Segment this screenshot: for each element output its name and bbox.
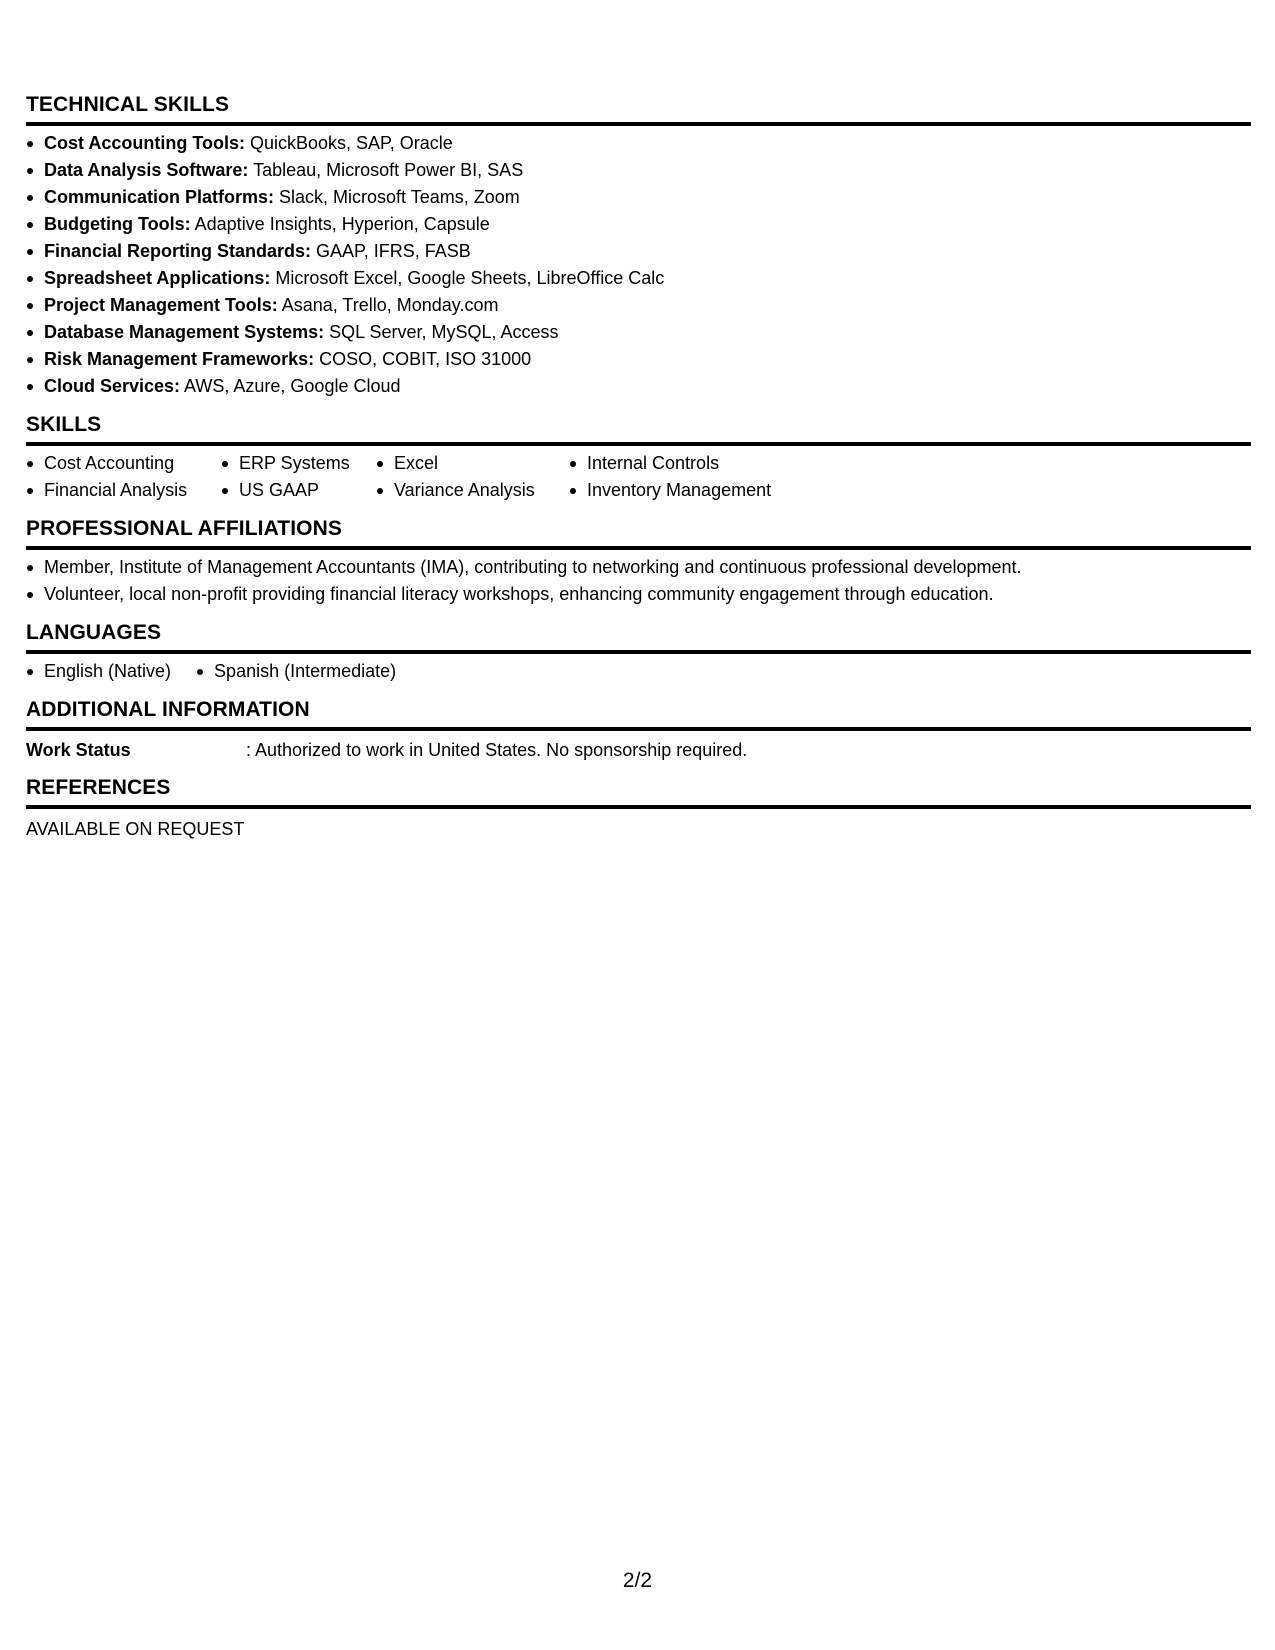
list-item: Member, Institute of Management Accountants (IMA), contributing to networking and continuous professional development. — [26, 554, 1251, 581]
list-item — [26, 184, 1251, 211]
languages-section — [26, 620, 1251, 685]
section-title: LANGUAGES — [26, 620, 1251, 654]
item-value: SQL Server, MySQL, Access — [324, 322, 559, 342]
section-title: REFERENCES — [26, 775, 1251, 809]
skill-item: ERP Systems — [221, 450, 376, 477]
skill-item: Cost Accounting — [26, 450, 221, 477]
item-label: Spreadsheet Applications: — [44, 268, 271, 288]
technical-skills-list — [26, 130, 1251, 400]
section-title: SKILLS — [26, 412, 1251, 446]
skill-item: Financial Analysis — [26, 477, 221, 504]
section-title: ADDITIONAL INFORMATION — [26, 697, 1251, 731]
skill-item: Variance Analysis — [376, 477, 569, 504]
references-section — [26, 775, 1251, 842]
item-label: Risk Management Frameworks: — [44, 349, 315, 369]
item-value: COSO, COBIT, ISO 31000 — [314, 349, 532, 369]
item-value: Asana, Trello, Monday.com — [277, 295, 499, 315]
item-value: Adaptive Insights, Hyperion, Capsule — [190, 214, 490, 234]
list-item: Volunteer, local non-profit providing financial literacy workshops, enhancing community engagement through education. — [26, 581, 1251, 608]
item-value: QuickBooks, SAP, Oracle — [244, 133, 453, 153]
work-status-row — [26, 737, 1251, 763]
references-text: AVAILABLE ON REQUEST — [26, 819, 245, 839]
languages-row — [26, 658, 1251, 685]
list-item — [26, 346, 1251, 373]
language-item: Spanish (Intermediate) — [196, 658, 396, 685]
section-title: TECHNICAL SKILLS — [26, 92, 1251, 126]
item-label: Data Analysis Software: — [44, 160, 249, 180]
list-item — [26, 130, 1251, 157]
additional-info-section — [26, 697, 1251, 763]
item-label: Communication Platforms: — [44, 187, 275, 207]
section-title: PROFESSIONAL AFFILIATIONS — [26, 516, 1251, 550]
page-number: 2/2 — [622, 1569, 653, 1592]
work-status-value: : Authorized to work in United States. No sponsorship required. — [246, 740, 748, 760]
skills-column — [569, 450, 809, 504]
skill-item: Inventory Management — [569, 477, 809, 504]
list-item — [26, 319, 1251, 346]
list-item — [26, 211, 1251, 238]
item-value: Microsoft Excel, Google Sheets, LibreOffice Calc — [270, 268, 665, 288]
list-item — [26, 373, 1251, 400]
skills-column — [221, 450, 376, 504]
language-item: English (Native) — [26, 658, 171, 685]
work-status-label: Work Status — [26, 740, 131, 760]
item-label: Budgeting Tools: — [44, 214, 191, 234]
item-label: Project Management Tools: — [44, 295, 278, 315]
list-item — [26, 157, 1251, 184]
list-item — [26, 238, 1251, 265]
item-label: Database Management Systems: — [44, 322, 325, 342]
item-label: Financial Reporting Standards: — [44, 241, 312, 261]
resume-page — [26, 92, 1251, 854]
affiliations-list — [26, 554, 1251, 608]
skill-item: US GAAP — [221, 477, 376, 504]
languages-list — [26, 658, 421, 685]
item-label: Cloud Services: — [44, 376, 181, 396]
item-label: Cost Accounting Tools: — [44, 133, 245, 153]
technical-skills-section — [26, 92, 1251, 400]
skill-item: Internal Controls — [569, 450, 809, 477]
item-value: AWS, Azure, Google Cloud — [180, 376, 401, 396]
list-item — [26, 265, 1251, 292]
item-value: GAAP, IFRS, FASB — [311, 241, 471, 261]
list-item — [26, 292, 1251, 319]
skills-grid — [26, 450, 1251, 504]
skills-column — [376, 450, 569, 504]
skill-item: Excel — [376, 450, 569, 477]
item-value: Tableau, Microsoft Power BI, SAS — [248, 160, 524, 180]
skills-column — [26, 450, 221, 504]
affiliations-section — [26, 516, 1251, 608]
item-value: Slack, Microsoft Teams, Zoom — [274, 187, 520, 207]
skills-section — [26, 412, 1251, 504]
